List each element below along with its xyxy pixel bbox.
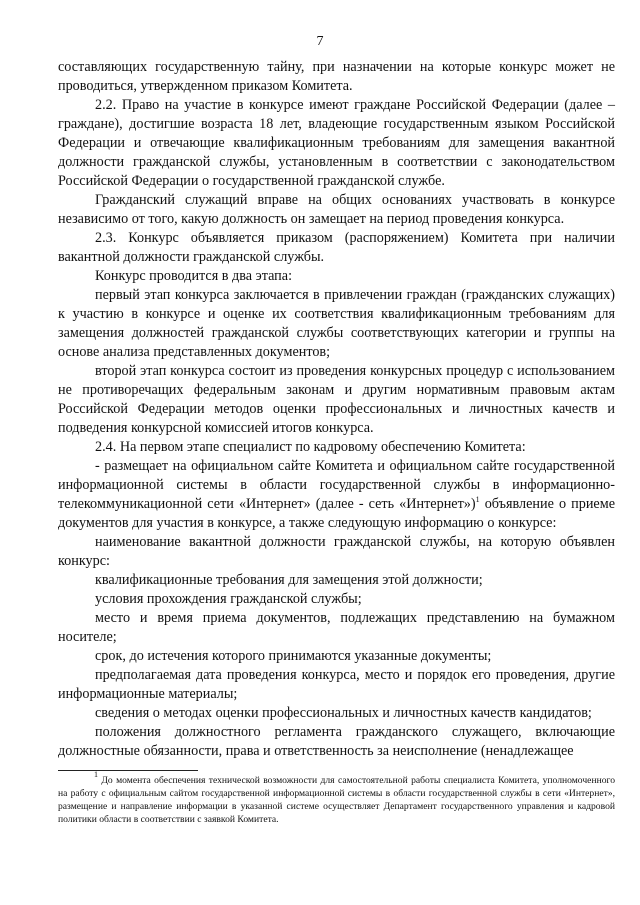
paragraph <box>58 191 615 229</box>
paragraph-text: условия прохождения гражданской службы; <box>95 591 362 607</box>
paragraph-text: первый этап конкурса заключается в привлечении граждан (гражданских служащих) к участию в конкурсе и оценке их соответствия квалификационным требованиям для замещения должностей гражданской службы соответствующих категории и группы на основе анализа представленных документов; <box>58 287 615 360</box>
footnote-mark: 1 <box>94 770 98 779</box>
page-number: 7 <box>316 34 324 49</box>
paragraph <box>58 533 615 571</box>
paragraph-text: место и время приема документов, подлежащих представлению на бумажном носителе; <box>58 610 615 645</box>
paragraph-text: срок, до истечения которого принимаются указанные документы; <box>95 648 492 664</box>
paragraph-text: второй этап конкурса состоит из проведения конкурсных процедур с использованием не противоречащих федеральным законам и другим нормативным правовым актам Российской Федерации методов оценки профессиональных и личностных качеств и подведения конкурсной комиссией итогов конкурса. <box>58 363 615 436</box>
paragraph-text: наименование вакантной должности гражданской службы, на которую объявлен конкурс: <box>58 534 615 569</box>
paragraph <box>58 362 615 438</box>
footnote <box>58 770 615 826</box>
paragraph <box>58 647 615 666</box>
paragraph-text-continued: объявление о приеме документов для участия в конкурсе, а также следующую информацию о конкурсе: <box>58 496 615 531</box>
paragraph <box>58 666 615 704</box>
paragraph <box>58 229 615 267</box>
paragraph <box>58 96 615 191</box>
paragraph-text: Гражданский служащий вправе на общих основаниях участвовать в конкурсе независимо от того, какую должность он замещает на период проведения конкурса. <box>58 192 615 227</box>
paragraph <box>58 571 615 590</box>
paragraph-text: составляющих государственную тайну, при назначении на которые конкурс может не проводиться, утвержденном приказом Комитета. <box>58 59 615 94</box>
paragraph <box>58 609 615 647</box>
paragraph <box>58 438 615 457</box>
footnote-text: До момента обеспечения технической возможности для самостоятельной работы специалиста Комитета, уполномоченного на работу с официальным сайтом государственной информационной системы в области государственной службы в сети «Интернет», размещение и направление информации в указанной системе осуществляет Департамент государственного управления и кадровой политики области в соответствии с заявкой Комитета. <box>58 775 615 825</box>
paragraph <box>58 590 615 609</box>
paragraph-text: - размещает на официальном сайте Комитета и официальном сайте государственной информационной системы в области государственной службы в информационно-телекоммуникационной сети «Интернет» (далее - сеть «Интернет») <box>58 458 615 512</box>
paragraph-text: Конкурс проводится в два этапа: <box>95 268 293 284</box>
paragraph <box>58 267 615 286</box>
paragraph-text: 2.3. Конкурс объявляется приказом (распоряжением) Комитета при наличии вакантной должности гражданской службы. <box>58 230 615 265</box>
paragraph-text: 2.2. Право на участие в конкурсе имеют граждане Российской Федерации (далее – граждане), достигшие возраста 18 лет, владеющие государственным языком Российской Федерации и отвечающие квалификационным требованиям для замещения вакантной должности гражданской службы, установленным в соответствии с законодательством Российской Федерации о государственной гражданской службе. <box>58 97 615 189</box>
paragraph <box>58 723 615 761</box>
paragraph-text: положения должностного регламента гражданского служащего, включающие должностные обязанности, права и ответственность за неисполнение (ненадлежащее <box>58 724 615 759</box>
paragraph-text: квалификационные требования для замещения этой должности; <box>95 572 483 588</box>
document-body <box>58 58 615 761</box>
paragraph <box>58 457 615 533</box>
footnote-separator <box>58 770 198 771</box>
paragraph <box>58 286 615 362</box>
paragraph-text: предполагаемая дата проведения конкурса, место и порядок его проведения, другие информационные материалы; <box>58 667 615 702</box>
paragraph-text: 2.4. На первом этапе специалист по кадровому обеспечению Комитета: <box>95 439 526 455</box>
paragraph-text: сведения о методах оценки профессиональных и личностных качеств кандидатов; <box>95 705 592 721</box>
footnote-reference: 1 <box>475 495 480 504</box>
paragraph <box>58 58 615 96</box>
paragraph <box>58 704 615 723</box>
